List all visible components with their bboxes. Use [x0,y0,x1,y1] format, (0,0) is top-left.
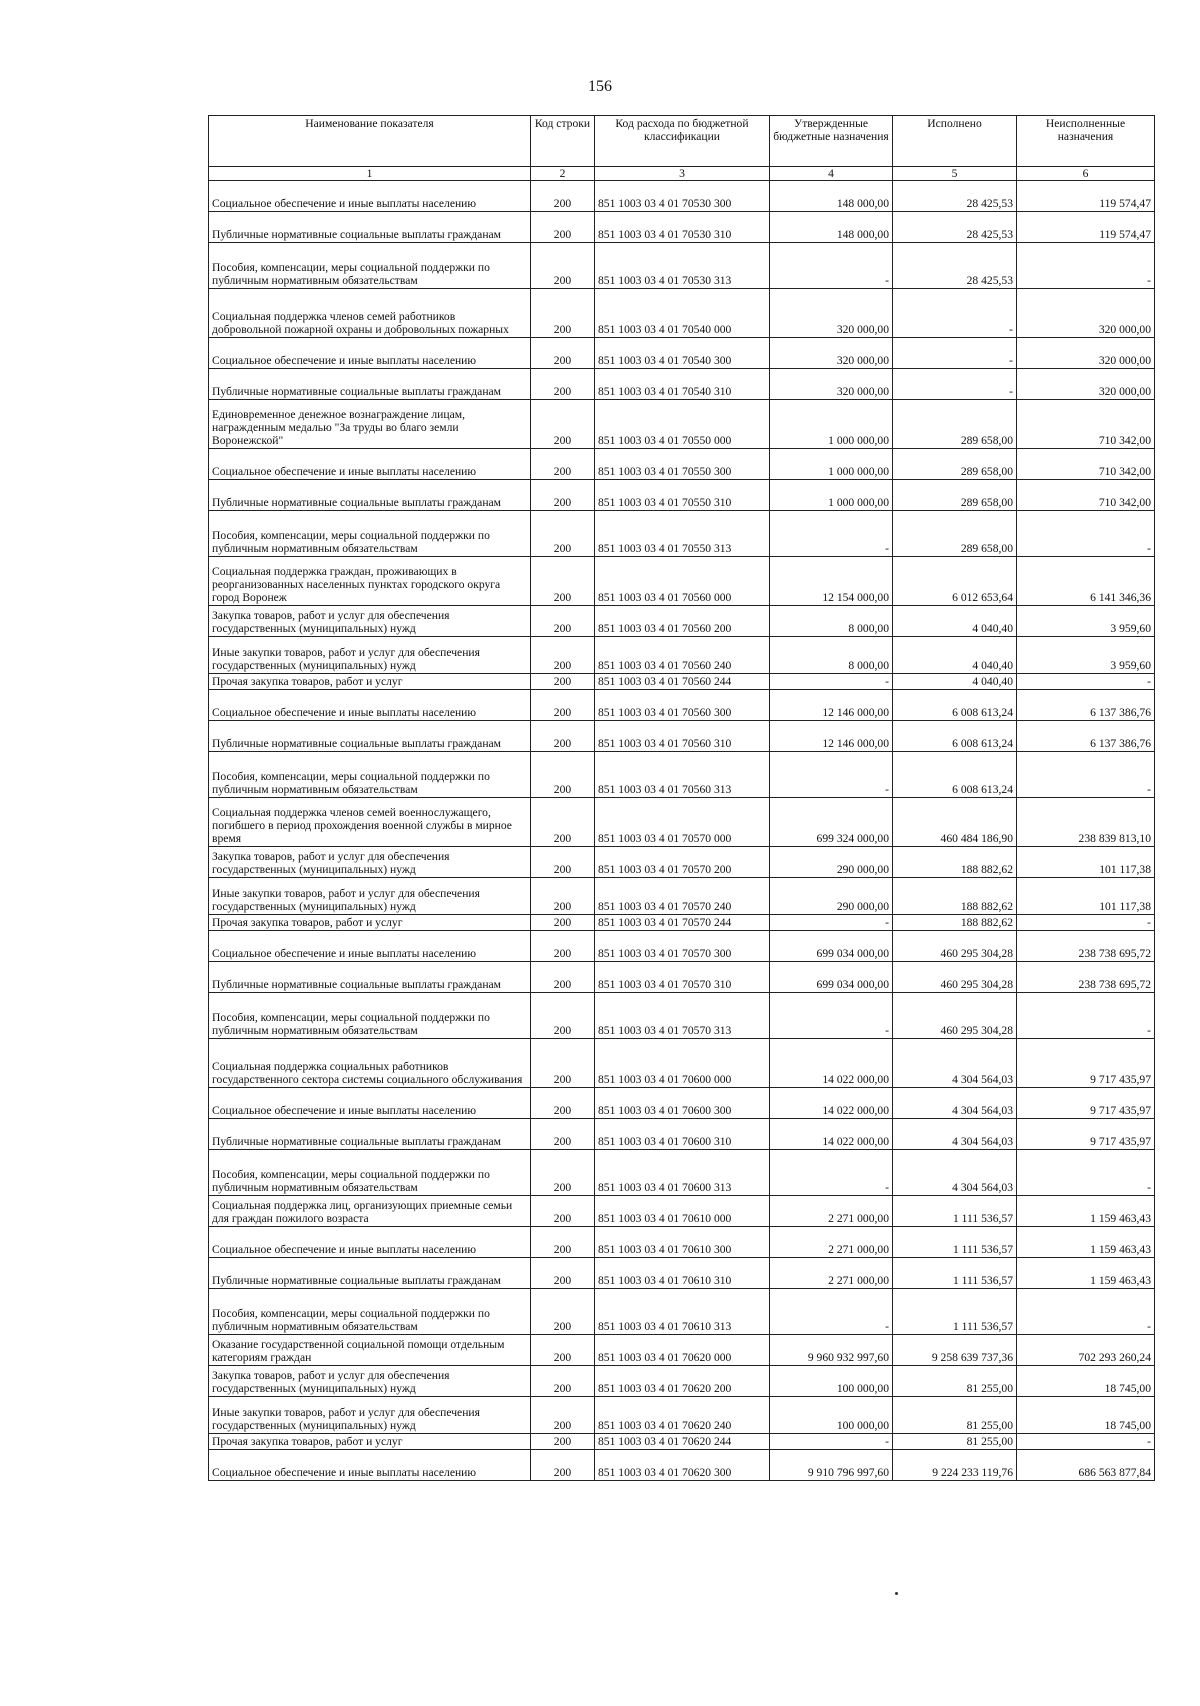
row-code: 200 [531,690,595,721]
table-row [209,674,1155,690]
approved-amount: - [770,511,893,557]
expense-code: 851 1003 03 4 01 70610 310 [595,1258,770,1289]
unexecuted-amount: 1 159 463,43 [1017,1258,1155,1289]
row-name: Социальное обеспечение и иные выплаты населению [209,1088,531,1119]
executed-amount: 188 882,62 [893,878,1017,915]
header-approved: Утвержденные бюджетные назначения [770,116,893,167]
expense-code: 851 1003 03 4 01 70560 300 [595,690,770,721]
unexecuted-amount: - [1017,993,1155,1039]
expense-code: 851 1003 03 4 01 70560 200 [595,606,770,637]
executed-amount: 28 425,53 [893,181,1017,212]
table-row [209,400,1155,449]
row-code: 200 [531,637,595,674]
row-name: Закупка товаров, работ и услуг для обеспечения государственных (муниципальных) нужд [209,847,531,878]
unexecuted-amount: - [1017,1289,1155,1335]
executed-amount: 1 111 536,57 [893,1289,1017,1335]
expense-code: 851 1003 03 4 01 70540 310 [595,369,770,400]
unexecuted-amount: 320 000,00 [1017,338,1155,369]
row-code: 200 [531,449,595,480]
column-number: 3 [595,167,770,181]
executed-amount: - [893,369,1017,400]
executed-amount: 289 658,00 [893,449,1017,480]
expense-code: 851 1003 03 4 01 70570 200 [595,847,770,878]
table-row [209,338,1155,369]
row-code: 200 [531,1450,595,1481]
executed-amount: 289 658,00 [893,400,1017,449]
approved-amount: 2 271 000,00 [770,1258,893,1289]
row-code: 200 [531,721,595,752]
expense-code: 851 1003 03 4 01 70550 310 [595,480,770,511]
row-name: Закупка товаров, работ и услуг для обеспечения государственных (муниципальных) нужд [209,606,531,637]
row-name: Публичные нормативные социальные выплаты гражданам [209,721,531,752]
expense-code: 851 1003 03 4 01 70600 300 [595,1088,770,1119]
row-code: 200 [531,752,595,798]
row-code: 200 [531,1366,595,1397]
table-row [209,993,1155,1039]
expense-code: 851 1003 03 4 01 70600 313 [595,1150,770,1196]
unexecuted-amount: 6 137 386,76 [1017,690,1155,721]
expense-code: 851 1003 03 4 01 70560 000 [595,557,770,606]
unexecuted-amount: 710 342,00 [1017,449,1155,480]
row-code: 200 [531,674,595,690]
row-code: 200 [531,1088,595,1119]
expense-code: 851 1003 03 4 01 70570 300 [595,931,770,962]
table-row [209,1450,1155,1481]
unexecuted-amount: 9 717 435,97 [1017,1119,1155,1150]
executed-amount: 9 258 639 737,36 [893,1335,1017,1366]
unexecuted-amount: 320 000,00 [1017,369,1155,400]
column-number: 6 [1017,167,1155,181]
approved-amount: 1 000 000,00 [770,449,893,480]
approved-amount: 148 000,00 [770,181,893,212]
executed-amount: 1 111 536,57 [893,1196,1017,1227]
expense-code: 851 1003 03 4 01 70560 240 [595,637,770,674]
row-name: Социальная поддержка лиц, организующих приемные семьи для граждан пожилого возраста [209,1196,531,1227]
row-name: Социальное обеспечение и иные выплаты населению [209,1227,531,1258]
unexecuted-amount: 320 000,00 [1017,289,1155,338]
expense-code: 851 1003 03 4 01 70570 240 [595,878,770,915]
row-code: 200 [531,480,595,511]
row-code: 200 [531,369,595,400]
approved-amount: 148 000,00 [770,212,893,243]
executed-amount: 460 295 304,28 [893,993,1017,1039]
unexecuted-amount: 1 159 463,43 [1017,1227,1155,1258]
expense-code: 851 1003 03 4 01 70550 300 [595,449,770,480]
row-code: 200 [531,181,595,212]
unexecuted-amount: 702 293 260,24 [1017,1335,1155,1366]
executed-amount: 4 304 564,03 [893,1119,1017,1150]
table-row [209,637,1155,674]
unexecuted-amount: 101 117,38 [1017,878,1155,915]
executed-amount: - [893,289,1017,338]
expense-code: 851 1003 03 4 01 70620 200 [595,1366,770,1397]
row-code: 200 [531,1434,595,1450]
table-row [209,1258,1155,1289]
unexecuted-amount: 101 117,38 [1017,847,1155,878]
executed-amount: 289 658,00 [893,511,1017,557]
unexecuted-amount: 3 959,60 [1017,637,1155,674]
expense-code: 851 1003 03 4 01 70600 000 [595,1039,770,1088]
table-row [209,449,1155,480]
executed-amount: 9 224 233 119,76 [893,1450,1017,1481]
executed-amount: 6 012 653,64 [893,557,1017,606]
table-row [209,1227,1155,1258]
row-name: Иные закупки товаров, работ и услуг для обеспечения государственных (муниципальных) нужд [209,637,531,674]
table-row [209,369,1155,400]
unexecuted-amount: - [1017,752,1155,798]
expense-code: 851 1003 03 4 01 70570 310 [595,962,770,993]
expense-code: 851 1003 03 4 01 70570 244 [595,915,770,931]
row-code: 200 [531,798,595,847]
unexecuted-amount: 9 717 435,97 [1017,1088,1155,1119]
executed-amount: 1 111 536,57 [893,1258,1017,1289]
row-name: Закупка товаров, работ и услуг для обеспечения государственных (муниципальных) нужд [209,1366,531,1397]
expense-code: 851 1003 03 4 01 70620 000 [595,1335,770,1366]
executed-amount: 4 040,40 [893,674,1017,690]
approved-amount: 290 000,00 [770,878,893,915]
executed-amount: 1 111 536,57 [893,1227,1017,1258]
row-name: Пособия, компенсации, меры социальной поддержки по публичным нормативным обязательствам [209,243,531,289]
unexecuted-amount: 686 563 877,84 [1017,1450,1155,1481]
table-row [209,181,1155,212]
approved-amount: - [770,993,893,1039]
table-row [209,690,1155,721]
approved-amount: 12 146 000,00 [770,690,893,721]
executed-amount: 460 295 304,28 [893,962,1017,993]
approved-amount: 14 022 000,00 [770,1039,893,1088]
page-number: 156 [588,78,612,95]
unexecuted-amount: - [1017,1150,1155,1196]
table-row [209,847,1155,878]
row-code: 200 [531,1335,595,1366]
row-name: Иные закупки товаров, работ и услуг для обеспечения государственных (муниципальных) нужд [209,878,531,915]
unexecuted-amount: 238 839 813,10 [1017,798,1155,847]
row-code: 200 [531,400,595,449]
expense-code: 851 1003 03 4 01 70610 313 [595,1289,770,1335]
header-row-code: Код строки [531,116,595,167]
table-row [209,1289,1155,1335]
executed-amount: 4 040,40 [893,606,1017,637]
unexecuted-amount: 6 137 386,76 [1017,721,1155,752]
table-row [209,557,1155,606]
unexecuted-amount: - [1017,1434,1155,1450]
row-code: 200 [531,1258,595,1289]
approved-amount: 12 154 000,00 [770,557,893,606]
row-code: 200 [531,289,595,338]
unexecuted-amount: 710 342,00 [1017,400,1155,449]
approved-amount: 100 000,00 [770,1397,893,1434]
scan-speck [895,1592,898,1595]
table-row [209,798,1155,847]
row-name: Социальное обеспечение и иные выплаты населению [209,1450,531,1481]
row-code: 200 [531,1397,595,1434]
table-row [209,1196,1155,1227]
executed-amount: 4 040,40 [893,637,1017,674]
table-row [209,915,1155,931]
unexecuted-amount: - [1017,243,1155,289]
executed-amount: 4 304 564,03 [893,1039,1017,1088]
expense-code: 851 1003 03 4 01 70530 313 [595,243,770,289]
approved-amount: 2 271 000,00 [770,1196,893,1227]
row-code: 200 [531,557,595,606]
column-number: 4 [770,167,893,181]
approved-amount: - [770,1434,893,1450]
approved-amount: 9 960 932 997,60 [770,1335,893,1366]
table-row [209,752,1155,798]
table-row [209,289,1155,338]
expense-code: 851 1003 03 4 01 70560 244 [595,674,770,690]
executed-amount: 289 658,00 [893,480,1017,511]
expense-code: 851 1003 03 4 01 70530 300 [595,181,770,212]
header-executed: Исполнено [893,116,1017,167]
column-number: 5 [893,167,1017,181]
unexecuted-amount: 9 717 435,97 [1017,1039,1155,1088]
approved-amount: 2 271 000,00 [770,1227,893,1258]
row-name: Социальное обеспечение и иные выплаты населению [209,338,531,369]
row-name: Публичные нормативные социальные выплаты гражданам [209,962,531,993]
approved-amount: - [770,243,893,289]
row-name: Публичные нормативные социальные выплаты гражданам [209,1258,531,1289]
column-number-row [209,167,1155,181]
column-number: 2 [531,167,595,181]
row-code: 200 [531,847,595,878]
executed-amount: 188 882,62 [893,915,1017,931]
executed-amount: 460 484 186,90 [893,798,1017,847]
executed-amount: 81 255,00 [893,1366,1017,1397]
expense-code: 851 1003 03 4 01 70620 240 [595,1397,770,1434]
row-code: 200 [531,931,595,962]
unexecuted-amount: 6 141 346,36 [1017,557,1155,606]
row-name: Пособия, компенсации, меры социальной поддержки по публичным нормативным обязательствам [209,993,531,1039]
unexecuted-amount: 710 342,00 [1017,480,1155,511]
table-body [209,181,1155,1481]
table-row [209,1119,1155,1150]
approved-amount: 14 022 000,00 [770,1088,893,1119]
table-row [209,1434,1155,1450]
row-name: Пособия, компенсации, меры социальной поддержки по публичным нормативным обязательствам [209,1150,531,1196]
approved-amount: 320 000,00 [770,338,893,369]
unexecuted-amount: 119 574,47 [1017,212,1155,243]
table-row [209,511,1155,557]
budget-execution-table [208,115,1155,1481]
expense-code: 851 1003 03 4 01 70540 000 [595,289,770,338]
row-name: Социальное обеспечение и иные выплаты населению [209,931,531,962]
table-row [209,1039,1155,1088]
table-row [209,962,1155,993]
unexecuted-amount: - [1017,674,1155,690]
row-name: Публичные нормативные социальные выплаты гражданам [209,1119,531,1150]
row-name: Социальная поддержка членов семей военнослужащего, погибшего в период прохождения военной службы в мирное время [209,798,531,847]
row-code: 200 [531,606,595,637]
executed-amount: 460 295 304,28 [893,931,1017,962]
approved-amount: 100 000,00 [770,1366,893,1397]
executed-amount: 4 304 564,03 [893,1150,1017,1196]
unexecuted-amount: - [1017,915,1155,931]
approved-amount: - [770,1150,893,1196]
row-code: 200 [531,1150,595,1196]
row-code: 200 [531,1039,595,1088]
expense-code: 851 1003 03 4 01 70550 313 [595,511,770,557]
unexecuted-amount: 119 574,47 [1017,181,1155,212]
executed-amount: 28 425,53 [893,212,1017,243]
approved-amount: 9 910 796 997,60 [770,1450,893,1481]
executed-amount: 81 255,00 [893,1397,1017,1434]
row-name: Публичные нормативные социальные выплаты гражданам [209,369,531,400]
table-row [209,1366,1155,1397]
expense-code: 851 1003 03 4 01 70560 313 [595,752,770,798]
row-code: 200 [531,1289,595,1335]
expense-code: 851 1003 03 4 01 70600 310 [595,1119,770,1150]
row-code: 200 [531,212,595,243]
row-name: Единовременное денежное вознаграждение лицам, награжденным медалью "За труды во благо земли Воронежской" [209,400,531,449]
expense-code: 851 1003 03 4 01 70620 244 [595,1434,770,1450]
table-row [209,1088,1155,1119]
row-name: Прочая закупка товаров, работ и услуг [209,674,531,690]
executed-amount: 28 425,53 [893,243,1017,289]
row-name: Социальное обеспечение и иные выплаты населению [209,690,531,721]
row-name: Социальная поддержка членов семей работников добровольной пожарной охраны и добровольных пожарных [209,289,531,338]
approved-amount: 8 000,00 [770,606,893,637]
expense-code: 851 1003 03 4 01 70570 313 [595,993,770,1039]
unexecuted-amount: 1 159 463,43 [1017,1196,1155,1227]
unexecuted-amount: 18 745,00 [1017,1397,1155,1434]
approved-amount: - [770,915,893,931]
header-name: Наименование показателя [209,116,531,167]
row-code: 200 [531,243,595,289]
table-row [209,1335,1155,1366]
unexecuted-amount: 18 745,00 [1017,1366,1155,1397]
approved-amount: 699 034 000,00 [770,931,893,962]
executed-amount: 188 882,62 [893,847,1017,878]
executed-amount: 6 008 613,24 [893,752,1017,798]
row-code: 200 [531,878,595,915]
unexecuted-amount: 3 959,60 [1017,606,1155,637]
unexecuted-amount: - [1017,511,1155,557]
row-name: Публичные нормативные социальные выплаты гражданам [209,212,531,243]
row-name: Публичные нормативные социальные выплаты гражданам [209,480,531,511]
row-name: Пособия, компенсации, меры социальной поддержки по публичным нормативным обязательствам [209,1289,531,1335]
row-name: Пособия, компенсации, меры социальной поддержки по публичным нормативным обязательствам [209,511,531,557]
executed-amount: 81 255,00 [893,1434,1017,1450]
approved-amount: 699 324 000,00 [770,798,893,847]
row-code: 200 [531,1196,595,1227]
header-expense-code: Код расхода по бюджетной классификации [595,116,770,167]
row-name: Социальная поддержка социальных работников государственного сектора системы социального обслуживания [209,1039,531,1088]
table-row [209,243,1155,289]
row-code: 200 [531,1227,595,1258]
expense-code: 851 1003 03 4 01 70550 000 [595,400,770,449]
row-name: Прочая закупка товаров, работ и услуг [209,915,531,931]
executed-amount: 4 304 564,03 [893,1088,1017,1119]
header-unexecuted: Неисполненные назначения [1017,116,1155,167]
table-row [209,931,1155,962]
expense-code: 851 1003 03 4 01 70560 310 [595,721,770,752]
expense-code: 851 1003 03 4 01 70540 300 [595,338,770,369]
approved-amount: 1 000 000,00 [770,480,893,511]
table-row [209,878,1155,915]
table-row [209,480,1155,511]
table-row [209,212,1155,243]
row-name: Социальное обеспечение и иные выплаты населению [209,181,531,212]
row-name: Пособия, компенсации, меры социальной поддержки по публичным нормативным обязательствам [209,752,531,798]
row-code: 200 [531,962,595,993]
approved-amount: 699 034 000,00 [770,962,893,993]
table-row [209,721,1155,752]
expense-code: 851 1003 03 4 01 70570 000 [595,798,770,847]
row-name: Прочая закупка товаров, работ и услуг [209,1434,531,1450]
expense-code: 851 1003 03 4 01 70610 000 [595,1196,770,1227]
approved-amount: 320 000,00 [770,289,893,338]
expense-code: 851 1003 03 4 01 70530 310 [595,212,770,243]
row-name: Иные закупки товаров, работ и услуг для обеспечения государственных (муниципальных) нужд [209,1397,531,1434]
row-code: 200 [531,511,595,557]
approved-amount: 14 022 000,00 [770,1119,893,1150]
unexecuted-amount: 238 738 695,72 [1017,962,1155,993]
row-code: 200 [531,338,595,369]
executed-amount: 6 008 613,24 [893,721,1017,752]
row-name: Оказание государственной социальной помощи отдельным категориям граждан [209,1335,531,1366]
table-row [209,1397,1155,1434]
executed-amount: - [893,338,1017,369]
approved-amount: 12 146 000,00 [770,721,893,752]
header-row [209,116,1155,167]
column-number: 1 [209,167,531,181]
approved-amount: - [770,1289,893,1335]
row-code: 200 [531,1119,595,1150]
table-row [209,1150,1155,1196]
row-code: 200 [531,915,595,931]
row-code: 200 [531,993,595,1039]
row-name: Социальная поддержка граждан, проживающих в реорганизованных населенных пунктах городского округа город Воронеж [209,557,531,606]
approved-amount: 320 000,00 [770,369,893,400]
expense-code: 851 1003 03 4 01 70620 300 [595,1450,770,1481]
approved-amount: 290 000,00 [770,847,893,878]
approved-amount: - [770,674,893,690]
table-row [209,606,1155,637]
approved-amount: 8 000,00 [770,637,893,674]
approved-amount: - [770,752,893,798]
row-name: Социальное обеспечение и иные выплаты населению [209,449,531,480]
executed-amount: 6 008 613,24 [893,690,1017,721]
approved-amount: 1 000 000,00 [770,400,893,449]
unexecuted-amount: 238 738 695,72 [1017,931,1155,962]
expense-code: 851 1003 03 4 01 70610 300 [595,1227,770,1258]
